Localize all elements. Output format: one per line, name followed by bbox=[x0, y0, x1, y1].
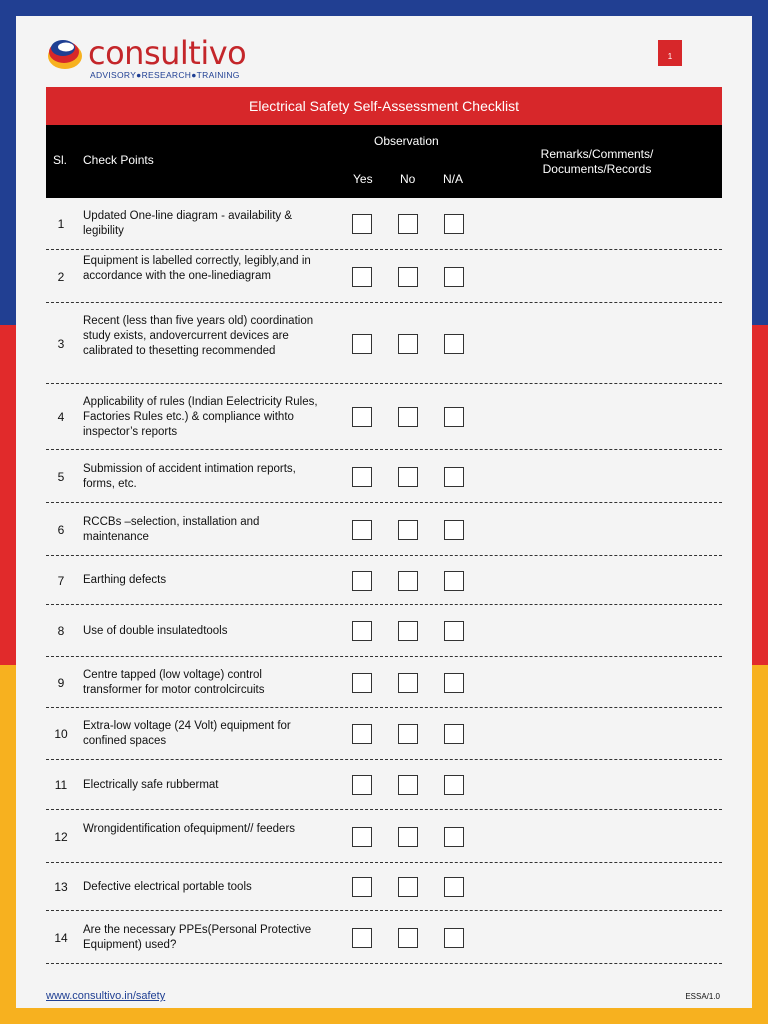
row-number: 11 bbox=[54, 778, 68, 792]
checklist-row bbox=[46, 250, 722, 303]
checkbox-yes[interactable] bbox=[352, 571, 372, 591]
checkbox-na[interactable] bbox=[444, 214, 464, 234]
checkbox-na[interactable] bbox=[444, 467, 464, 487]
row-number: 3 bbox=[57, 336, 65, 351]
checkbox-yes[interactable] bbox=[352, 621, 372, 641]
checkbox-no[interactable] bbox=[398, 334, 418, 354]
checkbox-no[interactable] bbox=[398, 775, 418, 795]
checkbox-no[interactable] bbox=[398, 467, 418, 487]
checkbox-na[interactable] bbox=[444, 334, 464, 354]
checkbox-yes[interactable] bbox=[352, 928, 372, 948]
checkbox-yes[interactable] bbox=[352, 520, 372, 540]
checkbox-yes[interactable] bbox=[352, 407, 372, 427]
checkbox-no[interactable] bbox=[398, 928, 418, 948]
checkbox-no[interactable] bbox=[398, 621, 418, 641]
checkbox-na[interactable] bbox=[444, 520, 464, 540]
row-number: 13 bbox=[54, 880, 68, 894]
checklist-row bbox=[46, 708, 722, 760]
checkbox-yes[interactable] bbox=[352, 775, 372, 795]
row-number: 14 bbox=[54, 930, 68, 945]
check-point-text: Equipment is labelled correctly, legibly,and in accordance with the one-linediagram bbox=[83, 255, 311, 282]
row-number: 2 bbox=[57, 269, 65, 284]
row-number: 9 bbox=[57, 675, 65, 690]
row-number: 1 bbox=[57, 217, 65, 231]
checkbox-yes[interactable] bbox=[352, 214, 372, 234]
check-point-text: Recent (less than five years old) coordination study exists, andovercurrent devices are calibrated to thesetting recommended bbox=[83, 314, 314, 357]
footer-website-link[interactable]: www.consultivo.in/safety bbox=[46, 990, 166, 1002]
check-point-text: Submission of accident intimation reports, forms, etc. bbox=[83, 462, 296, 490]
table-header bbox=[46, 125, 722, 198]
consultivo-logo-icon bbox=[46, 34, 86, 74]
checkbox-no[interactable] bbox=[398, 724, 418, 744]
brand-name: consultivo bbox=[88, 34, 247, 72]
checkbox-no[interactable] bbox=[398, 673, 418, 693]
checkbox-no[interactable] bbox=[398, 827, 418, 847]
header-na: N/A bbox=[443, 172, 464, 186]
checklist-row bbox=[46, 911, 722, 964]
checklist-row bbox=[46, 657, 722, 708]
row-number: 10 bbox=[54, 727, 68, 741]
brand-tagline: ADVISORY●RESEARCH●TRAINING bbox=[90, 70, 240, 80]
checkbox-na[interactable] bbox=[444, 775, 464, 795]
check-point-text: RCCBs –selection, installation and maintenance bbox=[83, 515, 260, 543]
checklist-row bbox=[46, 605, 722, 657]
page-number: 1 bbox=[658, 40, 682, 66]
checklist-row bbox=[46, 760, 722, 810]
checkbox-no[interactable] bbox=[398, 407, 418, 427]
check-point-text: Applicability of rules (Indian Eelectricity Rules, Factories Rules etc.) & compliance withto inspector’s reports bbox=[83, 395, 318, 438]
checklist-rows bbox=[46, 198, 722, 964]
checkbox-na[interactable] bbox=[444, 621, 464, 641]
checkbox-no[interactable] bbox=[398, 267, 418, 287]
checkbox-na[interactable] bbox=[444, 673, 464, 693]
checkbox-no[interactable] bbox=[398, 520, 418, 540]
checklist-row bbox=[46, 198, 722, 250]
check-point-text: Wrongidentification ofequipment// feeders bbox=[83, 822, 296, 835]
row-number: 4 bbox=[57, 410, 65, 424]
checkbox-yes[interactable] bbox=[352, 267, 372, 287]
row-number: 5 bbox=[57, 469, 65, 484]
checkbox-yes[interactable] bbox=[352, 467, 372, 487]
header-remarks-line2: Documents/Records bbox=[542, 162, 652, 176]
checklist-row bbox=[46, 503, 722, 556]
header-no: No bbox=[400, 172, 416, 186]
checklist-row bbox=[46, 384, 722, 450]
brand-logo bbox=[46, 34, 247, 80]
check-point-text: Are the necessary PPEs(Personal Protective Equipment) used? bbox=[83, 923, 312, 951]
checkbox-yes[interactable] bbox=[352, 724, 372, 744]
checkbox-yes[interactable] bbox=[352, 334, 372, 354]
checkbox-yes[interactable] bbox=[352, 877, 372, 897]
header-check-points: Check Points bbox=[83, 153, 154, 167]
checkbox-na[interactable] bbox=[444, 571, 464, 591]
document-page bbox=[16, 16, 752, 1008]
checkbox-na[interactable] bbox=[444, 724, 464, 744]
check-point-text: Updated One-line diagram - availability & legibility bbox=[83, 210, 293, 237]
checklist-row bbox=[46, 303, 722, 384]
checklist-row bbox=[46, 863, 722, 911]
checklist-row bbox=[46, 556, 722, 605]
header-observation: Observation bbox=[374, 134, 439, 148]
checklist-row bbox=[46, 450, 722, 503]
header-yes: Yes bbox=[353, 172, 373, 186]
row-number: 12 bbox=[54, 829, 68, 844]
header-remarks bbox=[516, 147, 678, 177]
check-point-text: Electrically safe rubbermat bbox=[83, 778, 219, 791]
check-point-text: Defective electrical portable tools bbox=[83, 880, 252, 893]
checkbox-na[interactable] bbox=[444, 267, 464, 287]
header-sl: Sl. bbox=[53, 153, 68, 167]
checkbox-no[interactable] bbox=[398, 571, 418, 591]
checkbox-na[interactable] bbox=[444, 877, 464, 897]
checkbox-na[interactable] bbox=[444, 928, 464, 948]
checklist-title: Electrical Safety Self-Assessment Checklist bbox=[46, 87, 722, 125]
row-number: 7 bbox=[57, 573, 65, 588]
row-number: 8 bbox=[57, 624, 65, 638]
header-remarks-line1: Remarks/Comments/ bbox=[540, 147, 654, 161]
check-point-text: Use of double insulatedtools bbox=[83, 624, 228, 637]
checklist-row bbox=[46, 810, 722, 863]
check-point-text: Extra-low voltage (24 Volt) equipment for confined spaces bbox=[83, 720, 291, 747]
row-number: 6 bbox=[57, 522, 65, 537]
footer-document-code: ESSA/1.0 bbox=[685, 992, 720, 1001]
check-point-text: Earthing defects bbox=[83, 574, 167, 586]
checkbox-no[interactable] bbox=[398, 214, 418, 234]
checkbox-yes[interactable] bbox=[352, 673, 372, 693]
check-point-text: Centre tapped (low voltage) control transformer for motor controlcircuits bbox=[83, 668, 265, 696]
checkbox-yes[interactable] bbox=[352, 827, 372, 847]
checkbox-no[interactable] bbox=[398, 877, 418, 897]
checkbox-na[interactable] bbox=[444, 407, 464, 427]
checkbox-na[interactable] bbox=[444, 827, 464, 847]
